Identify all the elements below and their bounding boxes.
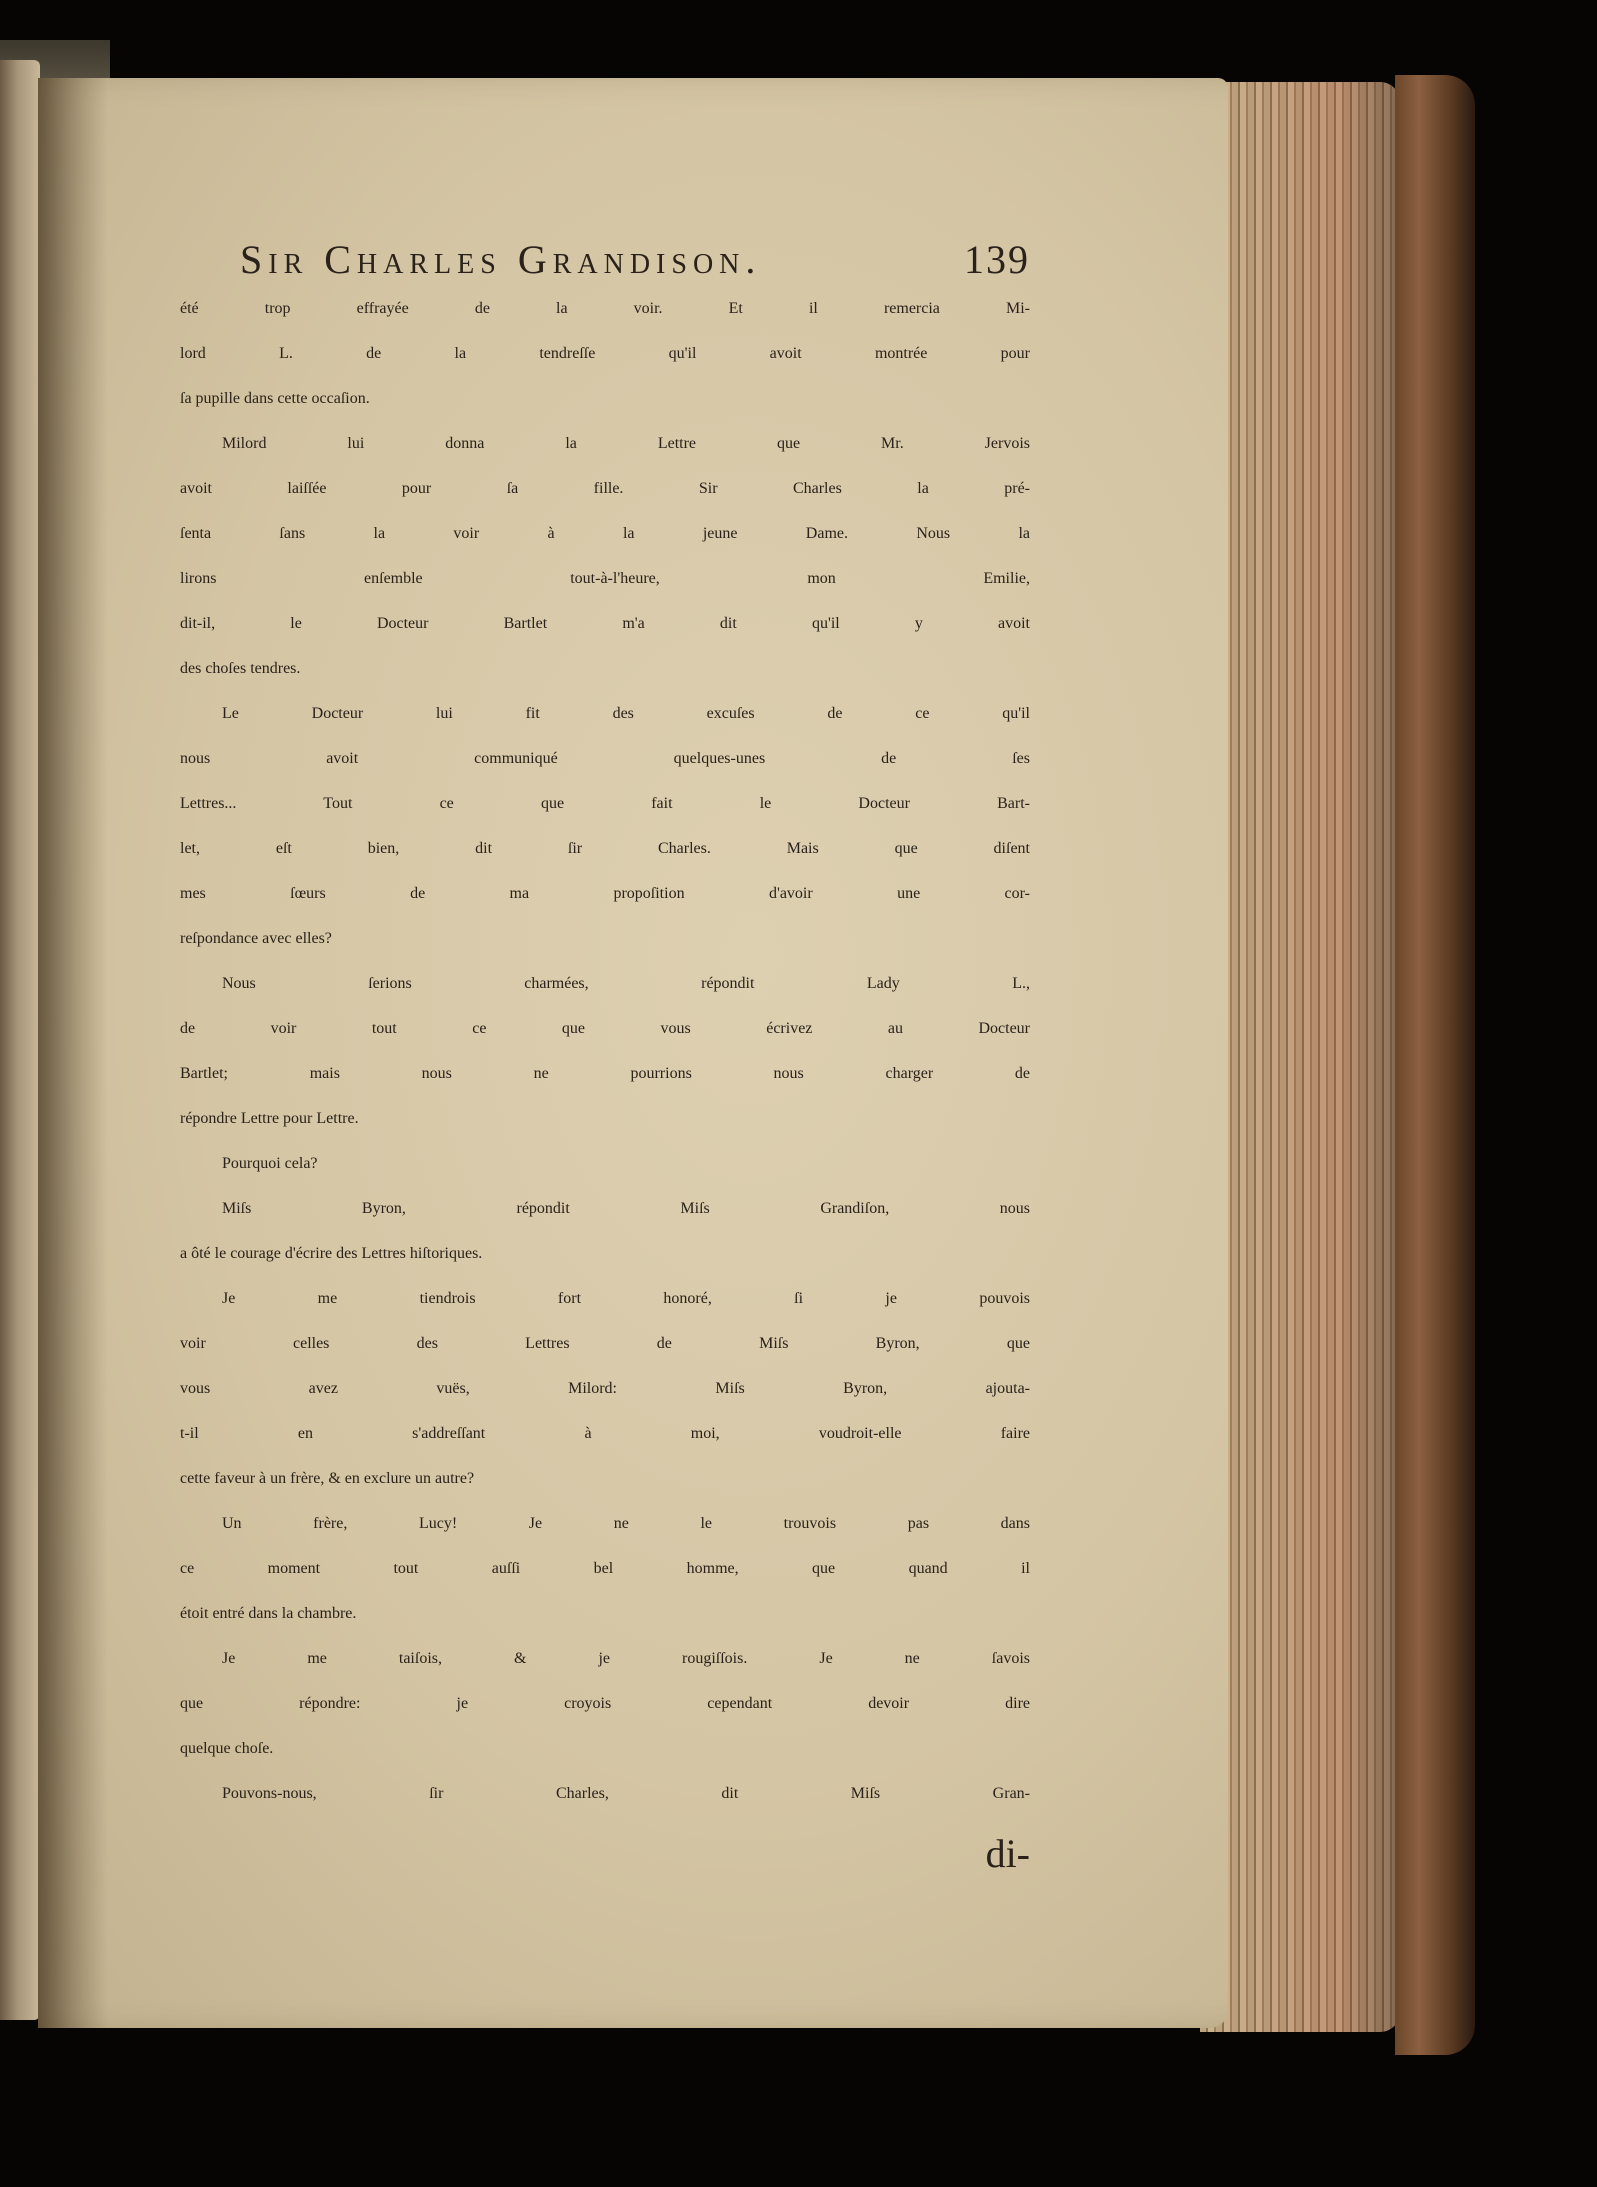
text-line: mes ſœurs de ma propoſition d'avoir une cor- — [180, 885, 1030, 902]
text-line: a ôté le courage d'écrire des Lettres hiſtoriques. — [180, 1245, 483, 1262]
text-line: Milord lui donna la Lettre que Mr. Jervois — [222, 435, 1030, 452]
text-line: étoit entré dans la chambre. — [180, 1605, 357, 1622]
text-line: Un frère, Lucy! Je ne le trouvois pas dans — [222, 1515, 1030, 1532]
text-line: Pourquoi cela? — [222, 1155, 318, 1172]
text-line: voir celles des Lettres de Miſs Byron, que — [180, 1335, 1030, 1352]
body-text — [180, 300, 1030, 1830]
text-block — [180, 230, 1030, 1876]
page-edges-shading — [1200, 82, 1400, 2032]
text-line: t-il en s'addreſſant à moi, voudroit-elle faire — [180, 1425, 1030, 1442]
text-line: Nous ſerions charmées, répondit Lady L., — [222, 975, 1030, 992]
text-line: Le Docteur lui fit des excuſes de ce qu'il — [222, 705, 1030, 722]
text-line: Bartlet; mais nous ne pourrions nous charger de — [180, 1065, 1030, 1082]
text-line: nous avoit communiqué quelques-unes de ſes — [180, 750, 1030, 767]
text-line: avoit laiſſée pour ſa fille. Sir Charles la pré- — [180, 480, 1030, 497]
text-line: dit-il, le Docteur Bartlet m'a dit qu'il y avoit — [180, 615, 1030, 632]
running-head — [180, 230, 1030, 300]
leather-cover — [1395, 75, 1475, 2055]
text-line: que répondre: je croyois cependant devoir dire — [180, 1695, 1030, 1712]
text-line: été trop effrayée de la voir. Et il remercia Mi- — [180, 300, 1030, 317]
text-line: répondre Lettre pour Lettre. — [180, 1110, 359, 1127]
facing-page-edge — [0, 60, 40, 2020]
running-head-title: Sir Charles Grandison. — [240, 237, 762, 282]
text-line: de voir tout ce que vous écrivez au Docteur — [180, 1020, 1030, 1037]
text-line: let, eſt bien, dit ſir Charles. Mais que diſent — [180, 840, 1030, 857]
text-line: Je me tiendrois fort honoré, ſi je pouvois — [222, 1290, 1030, 1307]
gutter-shadow — [38, 78, 108, 2028]
text-line: reſpondance avec elles? — [180, 930, 332, 947]
text-line: lord L. de la tendreſſe qu'il avoit montrée pour — [180, 345, 1030, 362]
text-line: ſa pupille dans cette occaſion. — [180, 390, 370, 407]
text-line: des choſes tendres. — [180, 660, 301, 677]
text-line: ce moment tout auſſi bel homme, que quand il — [180, 1560, 1030, 1577]
text-line: ſenta ſans la voir à la jeune Dame. Nous la — [180, 525, 1030, 542]
text-line: Miſs Byron, répondit Miſs Grandiſon, nous — [222, 1200, 1030, 1217]
text-line: Je me taiſois, & je rougiſſois. Je ne ſavois — [222, 1650, 1030, 1667]
page-number: 139 — [964, 237, 1030, 282]
text-line: quelque choſe. — [180, 1740, 274, 1757]
text-line: Pouvons-nous, ſir Charles, dit Miſs Gran- — [222, 1785, 1030, 1802]
text-line: cette faveur à un frère, & en exclure un autre? — [180, 1470, 475, 1487]
text-line: Lettres... Tout ce que fait le Docteur Bart- — [180, 795, 1030, 812]
catchword: di- — [985, 1831, 1030, 1876]
text-line: vous avez vuës, Milord: Miſs Byron, ajouta- — [180, 1380, 1030, 1397]
text-line: lirons enſemble tout-à-l'heure, mon Emilie, — [180, 570, 1030, 587]
